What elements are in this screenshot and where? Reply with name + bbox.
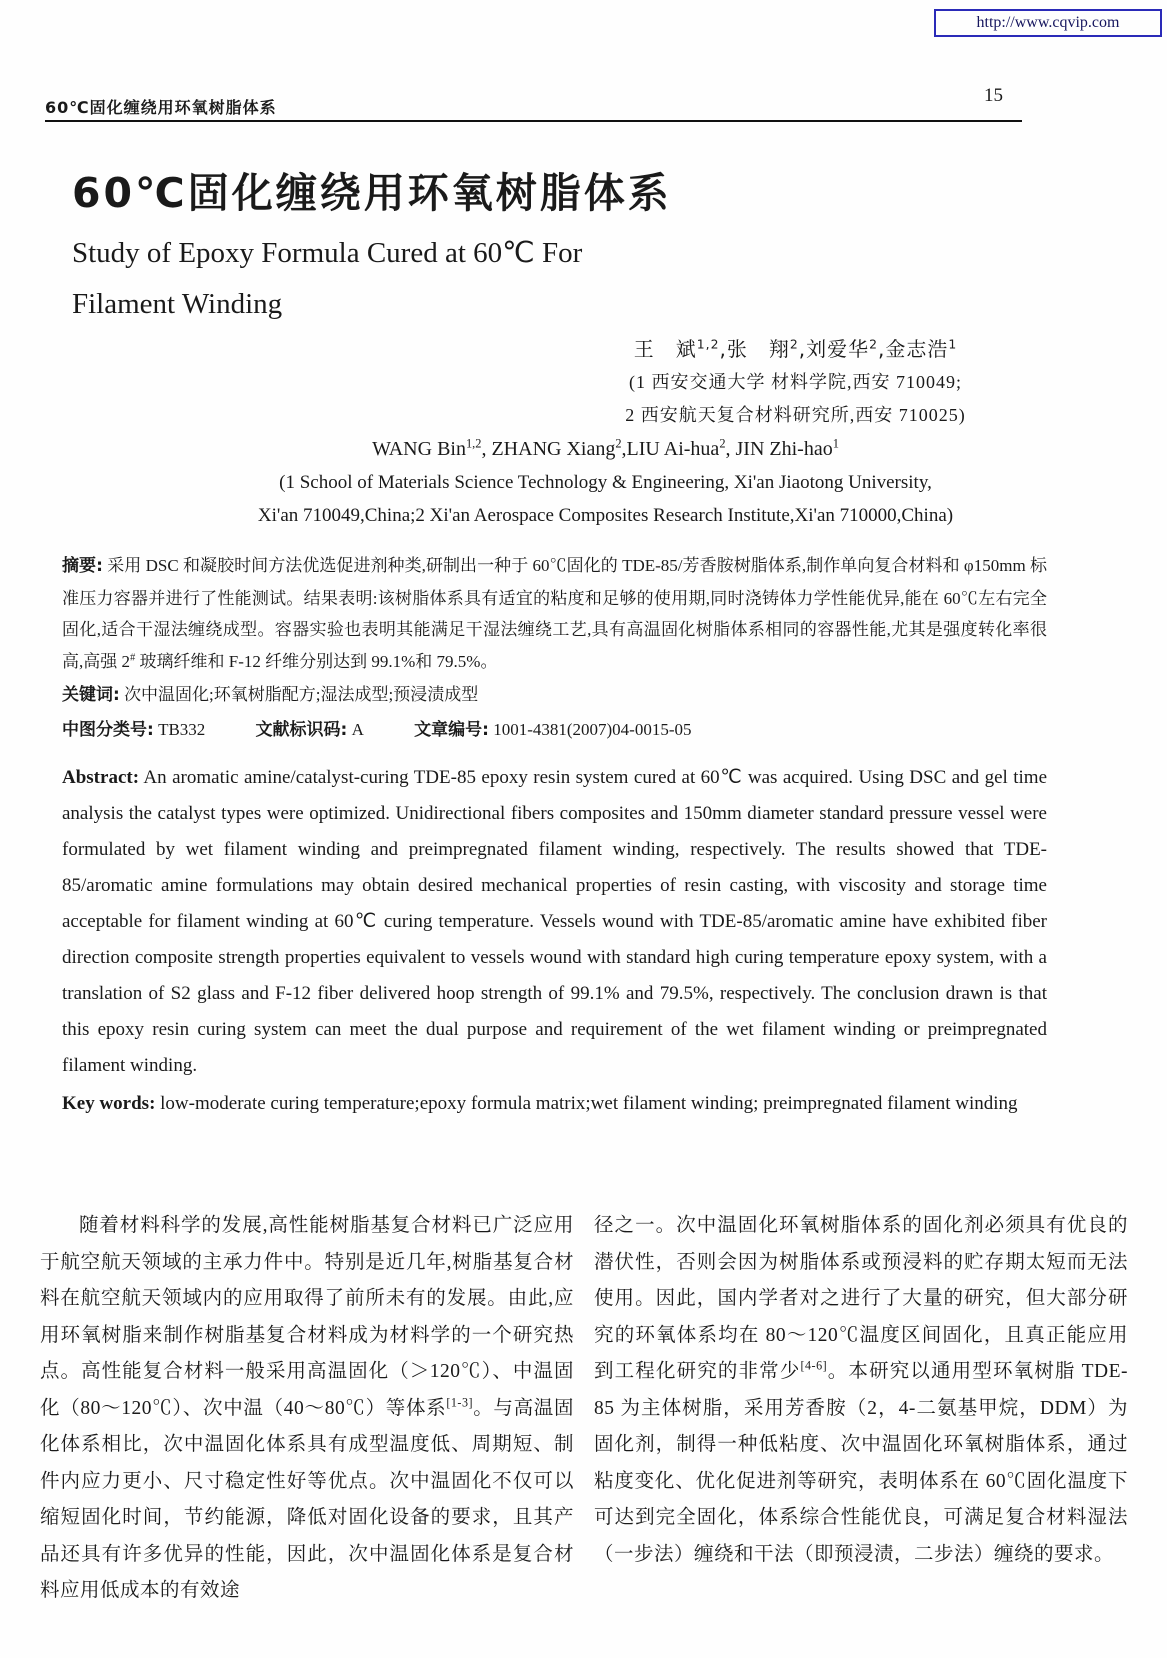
body-column-right <box>594 1208 1128 1610</box>
abstract-en-text: An aromatic amine/catalyst-curing TDE-85 epoxy resin system cured at 60℃ was acquired. Using DSC and gel time analysis the catalyst types were optimized. Unidirectional fibers composites and 150mm diameter standard pressure vessel were formulated by wet filament winding and preimpregnated filament winding, respectively. The results showed that TDE-85/aromatic amine formulations may obtain desired mechanical properties of resin casting, with viscosity and storage time acceptable for filament winding at 60℃ curing temperature. Vessels wound with TDE-85/aromatic amine have exhibited fiber direction composite strength properties equivalent to vessels wound with standard high curing temperature epoxy system, with a translation of S2 glass and F-12 fiber delivered hoop strength of 99.1% and 79.5%, respectively. The conclusion drawn is that this epoxy resin curing system can meet the dual purpose and requirement of the wet filament winding or preimpregnated filament winding. <box>62 767 1047 1076</box>
article-id-label: 文章编号: <box>414 719 489 740</box>
article-id <box>414 720 691 739</box>
article-title-en <box>72 228 582 330</box>
affiliation-cn-line2: 2 西安航天复合材料研究所,西安 710025) <box>625 405 966 425</box>
abstract-cn <box>62 550 1047 677</box>
keywords-cn-label: 关键词: <box>62 685 120 705</box>
front-matter <box>62 550 1047 1122</box>
byline-block <box>0 332 1167 532</box>
abstract-cn-text: 采用 DSC 和凝胶时间方法优选促进剂种类,研制出一种于 60℃固化的 TDE-85/芳香胺树脂体系,制作单向复合材料和 φ150mm 标准压力容器并进行了性能测试。结果表明:该树脂体系具有适宜的粘度和足够的使用期,同时浇铸体力学性能优异,能在 60℃左右完全固化,适合干湿法缠绕成型。容器实验也表明其能满足干湿法缠绕工艺,具有高温固化树脂体系相同的容器性能,尤其是强度转化率很高,高强 2# 玻璃纤维和 F-12 纤维分别达到 99.1%和 79.5%。 <box>62 556 1047 671</box>
document-code-label: 文献标识码: <box>255 719 348 740</box>
keywords-cn <box>62 679 1047 712</box>
article-title-en-line1: Study of Epoxy Formula Cured at 60℃ For <box>72 237 583 269</box>
page-number: 15 <box>984 85 1003 106</box>
watermark-url-box <box>934 9 1162 37</box>
affiliation-cn-line1: (1 西安交通大学 材料学院,西安 710049; <box>629 372 962 392</box>
article-title-en-line2: Filament Winding <box>72 288 283 320</box>
document-code-value: A <box>347 719 364 739</box>
document-code <box>256 720 364 739</box>
body-right-paragraph: 径之一。次中温固化环氧树脂体系的固化剂必须具有优良的潜伏性，否则会因为树脂体系或预浸料的贮存期太短而无法使用。因此，国内学者对之进行了大量的研究，但大部分研究的环氧体系均在 80～120℃温度区间固化，且真正能应用到工程化研究的非常少[4-6]。本研究以通用型环氧树脂 TDE-85 为主体树脂，采用芳香胺（2，4-二氨基甲烷，DDM）为固化剂，制得一种低粘度、次中温固化环氧树脂体系，通过粘度变化、优化促进剂等研究，表明体系在 60℃固化温度下可达到完全固化，体系综合性能优良，可满足复合材料湿法（一步法）缠绕和干法（即预浸渍，二步法）缠绕的要求。 <box>594 1215 1128 1565</box>
abstract-en <box>62 760 1047 1084</box>
clc-label: 中图分类号: <box>62 719 154 740</box>
header-rule <box>45 120 1022 122</box>
article-title-cn: 60℃固化缠绕用环氧树脂体系 <box>72 169 672 217</box>
affiliation-en-line2: Xi'an 710049,China;2 Xi'an Aerospace Composites Research Institute,Xi'an 710000,China) <box>257 505 954 526</box>
article-id-value: 1001-4381(2007)04-0015-05 <box>488 719 692 739</box>
abstract-cn-label: 摘要: <box>62 556 103 576</box>
body-left-paragraph: 随着材料科学的发展,高性能树脂基复合材料已广泛应用于航空航天领域的主承力件中。特别是近几年,树脂基复合材料在航空航天领域内的应用取得了前所未有的发展。由此,应用环氧树脂来制作树脂基复合材料成为材料学的一个研究热点。高性能复合材料一般采用高温固化（＞120℃）、中温固化（80～120℃）、次中温（40～80℃）等体系[1-3]。与高温固化体系相比，次中温固化体系具有成型温度低、周期短、制件内应力更小、尺寸稳定性好等优点。次中温固化不仅可以缩短固化时间，节约能源，降低对固化设备的要求，且其产品还具有许多优异的性能，因此，次中温固化体系是复合材料应用低成本的有效途 <box>40 1215 574 1601</box>
running-header-title: 60℃固化缠绕用环氧树脂体系 <box>45 98 277 117</box>
authors-en: WANG Bin$^{1,2}$, ZHANG Xiang$^2$,LIU Ai-hua$^2$, JIN Zhi-hao$^1$ <box>372 436 839 460</box>
watermark-url-text: http://www.cqvip.com <box>976 14 1120 31</box>
authors-cn: 王 斌$^{1,2}$,张 翔$^2$,刘爱华$^2$,金志浩$^1$ <box>633 336 958 361</box>
body-column-left <box>40 1208 574 1610</box>
clc-number <box>62 720 205 739</box>
keywords-cn-text: 次中温固化;环氧树脂配方;湿法成型;预浸渍成型 <box>119 685 479 704</box>
meta-line <box>62 714 1047 747</box>
body-columns <box>40 1208 1128 1610</box>
keywords-en-label: Key words: <box>62 1093 156 1114</box>
clc-value: TB332 <box>153 719 206 739</box>
keywords-en-text: low-moderate curing temperature;epoxy formula matrix;wet filament winding; preimpregnated filament winding <box>155 1093 1018 1114</box>
affiliation-en-line1: (1 School of Materials Science Technology & Engineering, Xi'an Jiaotong University, <box>279 472 932 493</box>
keywords-en <box>62 1086 1047 1122</box>
abstract-en-label: Abstract: <box>62 767 140 788</box>
